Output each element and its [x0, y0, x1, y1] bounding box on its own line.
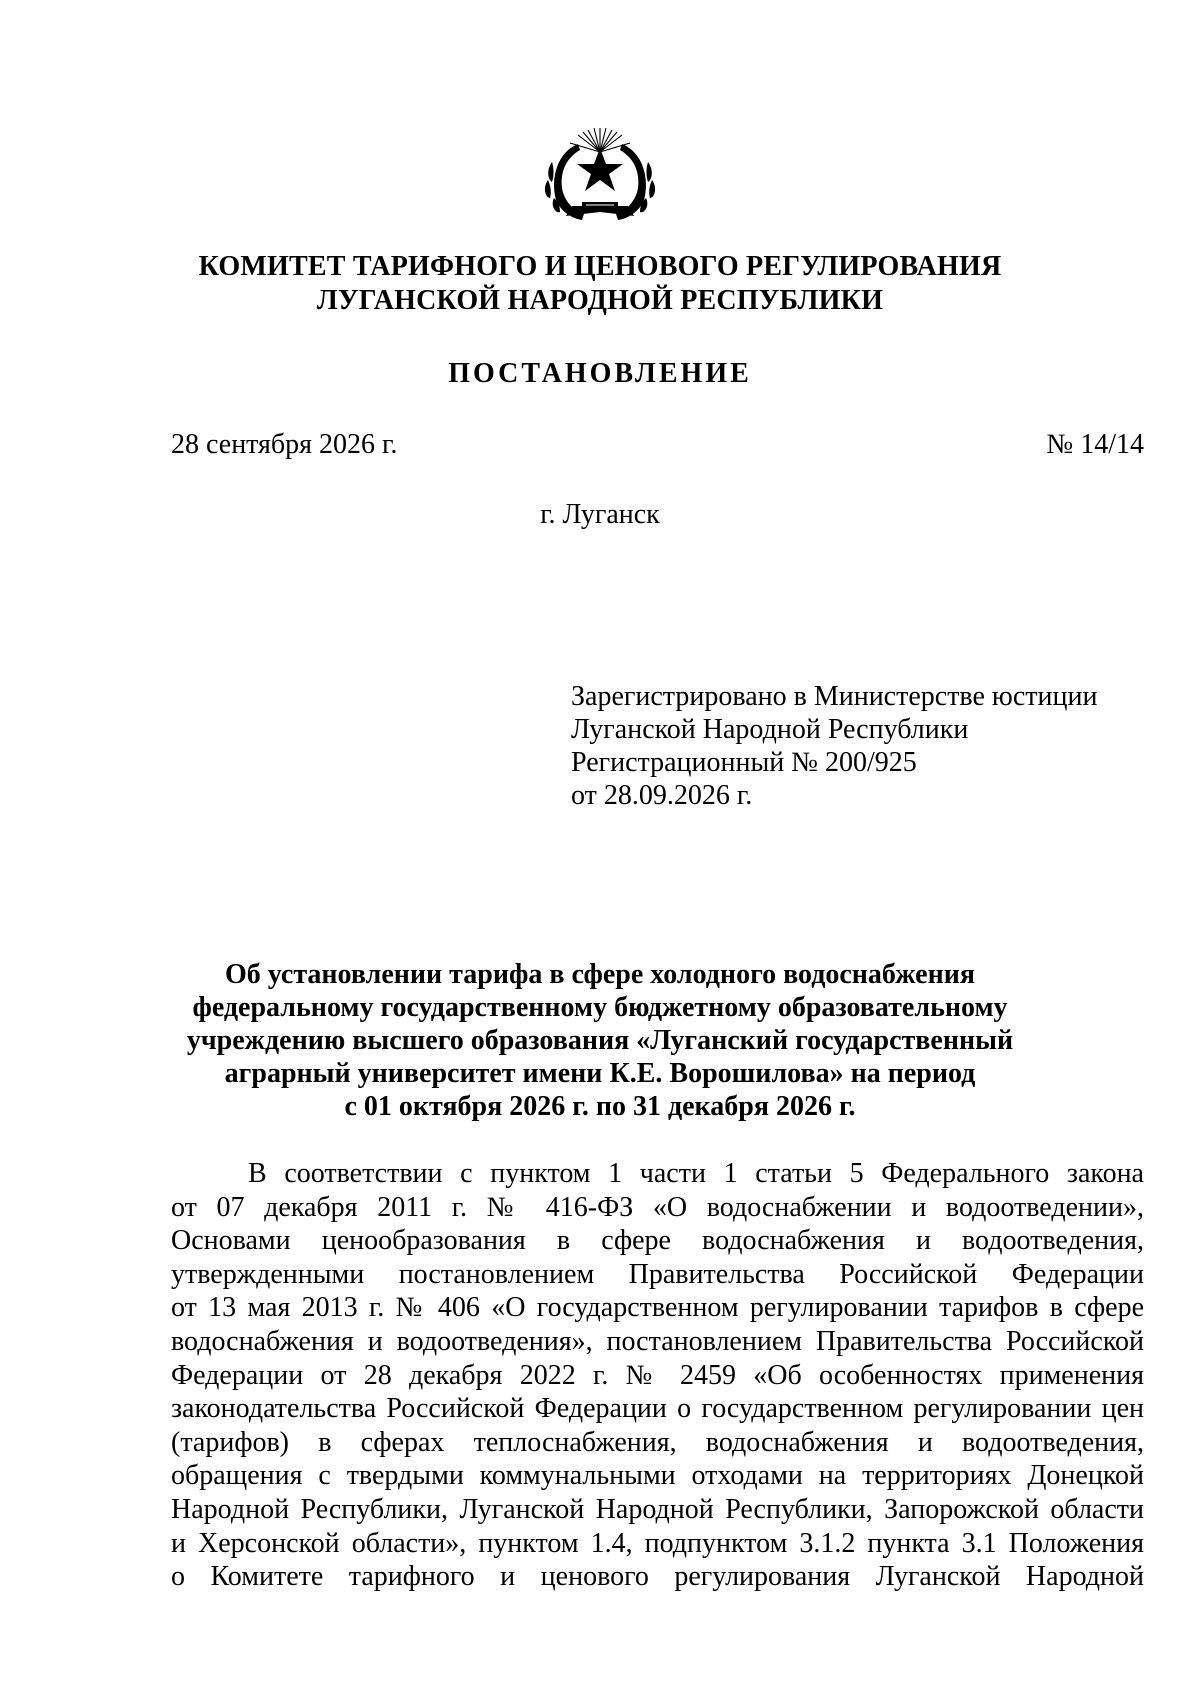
- subject-line: Об установлении тарифа в сфере холодного водоснабжения: [224, 959, 976, 990]
- registration-line: Регистрационный № 200/925: [571, 747, 917, 778]
- body-line: законодательства Российской Федерации о государственном регулировании цен: [171, 1393, 1144, 1425]
- issuer-title-line: ЛУГАНСКОЙ НАРОДНОЙ РЕСПУБЛИКИ: [316, 285, 884, 316]
- body-line: Народной Республики, Луганской Народной Республики, Запорожской области: [171, 1493, 1144, 1525]
- subject-line: учреждению высшего образования «Луганский государственный: [186, 1025, 1014, 1056]
- document-number: № 14/14: [1046, 429, 1144, 460]
- subject-line: с 01 октября 2026 г. по 31 декабря 2026 г.: [344, 1091, 856, 1122]
- document-city: г. Луганск: [540, 499, 660, 530]
- body-line: о Комитете тарифного и ценового регулирования Луганской Народной: [171, 1561, 1144, 1593]
- body-line: и Херсонской области», пунктом 1.4, подпунктом 3.1.2 пункта 3.1 Положения: [171, 1527, 1144, 1559]
- body-line: от 07 декабря 2011 г. № 416-ФЗ «О водоснабжении и водоотведении»,: [171, 1191, 1144, 1223]
- document-type: ПОСТАНОВЛЕНИЕ: [448, 358, 752, 389]
- body-line: водоснабжения и водоотведения», постановлением Правительства Российской: [171, 1325, 1144, 1357]
- body-line: от 13 мая 2013 г. № 406 «О государственном регулировании тарифов в сфере: [171, 1292, 1144, 1324]
- body-line: (тарифов) в сферах теплоснабжения, водоснабжения и водоотведения,: [171, 1426, 1144, 1458]
- subject-line: федеральному государственному бюджетному образовательному: [192, 992, 1008, 1023]
- registration-line: от 28.09.2026 г.: [571, 780, 753, 811]
- body-paragraph: [171, 1157, 1144, 1594]
- body-line: утвержденными постановлением Правительства Российской Федерации: [171, 1258, 1144, 1290]
- body-line: Основами ценообразования в сфере водоснабжения и водоотведения,: [171, 1225, 1144, 1257]
- registration-line: Зарегистрировано в Министерстве юстиции: [571, 681, 1098, 712]
- luhansk-coat-of-arms-icon: [538, 122, 662, 226]
- subject-line: аграрный университет имени К.Е. Ворошилова» на период: [224, 1058, 976, 1089]
- registration-line: Луганской Народной Республики: [571, 714, 969, 745]
- document-subject: [0, 958, 1200, 1123]
- body-line: обращения с твердыми коммунальными отходами на территориях Донецкой: [171, 1460, 1144, 1492]
- issuer-title: [0, 250, 1200, 318]
- issuer-title-line: КОМИТЕТ ТАРИФНОГО И ЦЕНОВОГО РЕГУЛИРОВАНИЯ: [198, 251, 1002, 282]
- document-date: 28 сентября 2026 г.: [171, 429, 398, 460]
- body-line: В соответствии с пунктом 1 части 1 статьи 5 Федерального закона: [248, 1158, 1144, 1189]
- registration-block: [571, 680, 1097, 812]
- body-line: Федерации от 28 декабря 2022 г. № 2459 «Об особенностях применения: [171, 1359, 1144, 1391]
